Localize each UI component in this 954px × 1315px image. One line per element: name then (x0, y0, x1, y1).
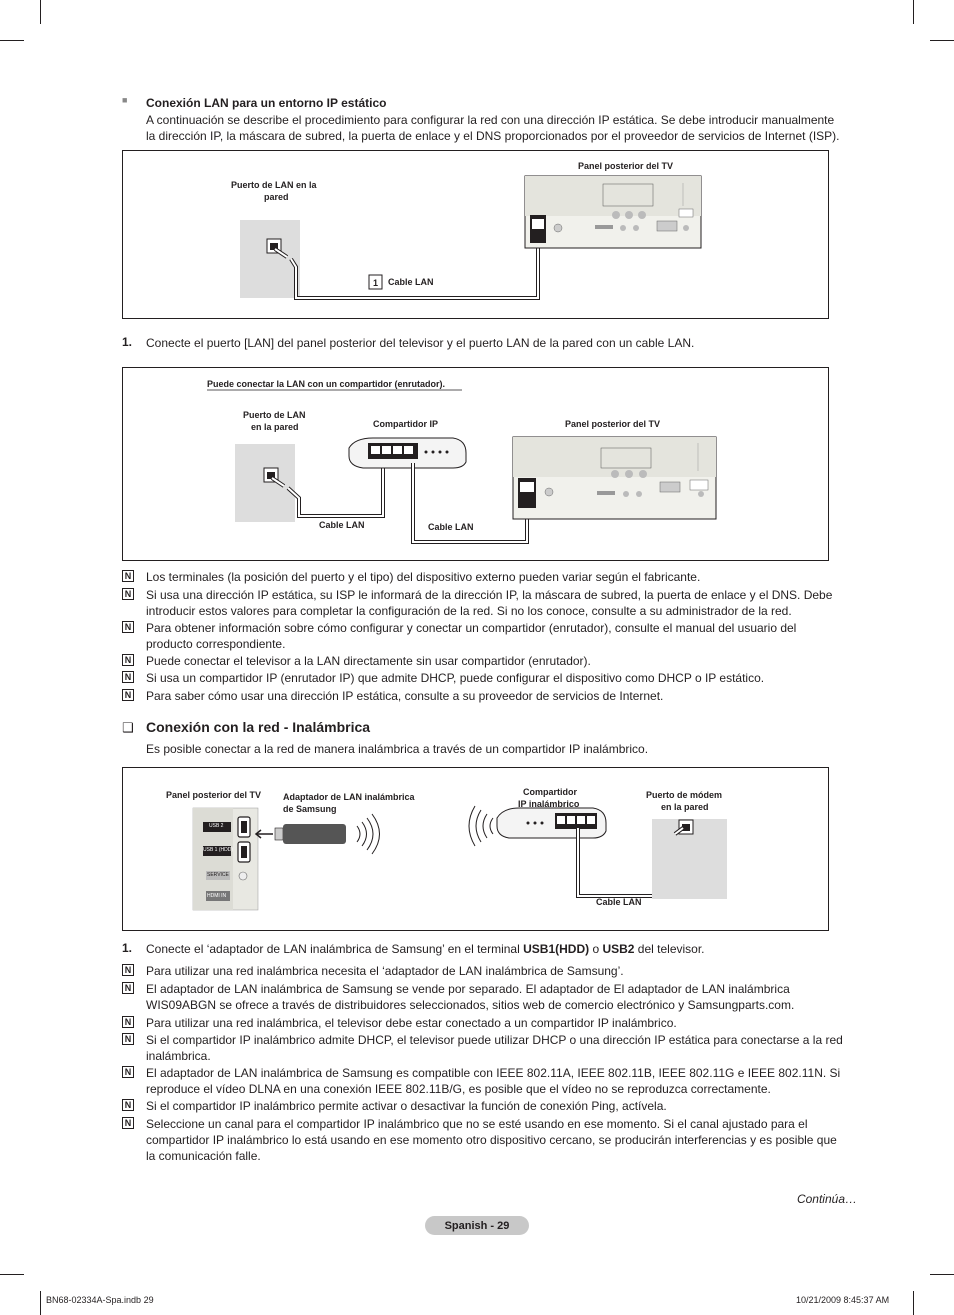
router-label-line2: IP inalámbrico (518, 799, 580, 809)
diagram-lan-direct-graphic (123, 151, 828, 318)
crop-mark (913, 0, 914, 24)
note-icon: N (122, 588, 134, 600)
note-line: compartidor IP inalámbrico lo está usando en ese momento otro dispositivo cercano, se producirán interferencias y es posible que (146, 1133, 837, 1147)
port-usb1: USB 1 (HDD) (203, 847, 234, 853)
note-icon: N (122, 982, 134, 994)
router-label: Compartidor IP (373, 419, 439, 429)
footer-timestamp: 10/21/2009 8:45:37 AM (796, 1295, 890, 1305)
note (122, 1015, 862, 1031)
note-line: inalámbrica. (146, 1049, 211, 1063)
cable-label-left: Cable LAN (319, 520, 365, 530)
note (122, 1098, 862, 1114)
note (122, 653, 862, 669)
adapter-label-line1: Adaptador de LAN inalámbrica (283, 792, 415, 802)
note (122, 688, 862, 704)
note-icon: N (122, 1016, 134, 1028)
wall-port-label-line2: en la pared (251, 422, 299, 432)
wall-port-label-line1: Puerto de LAN en la (231, 180, 317, 190)
crop-mark (0, 40, 24, 41)
port-usb2: USB 2 (209, 823, 224, 829)
page-number: Spanish - 29 (444, 1220, 510, 1232)
note-line: introducir estos valores para completar la configuración de la red. Si no los conoce, consulte a su administrador de la red. (146, 604, 792, 618)
note-icon: N (122, 671, 134, 683)
step1-text-post: del televisor. (634, 942, 705, 956)
wall-port-label-line1: Puerto de LAN (243, 410, 306, 420)
step1-usb2: USB2 (602, 942, 635, 956)
note-line: producto correspondiente. (146, 637, 286, 651)
diagram-wireless (122, 767, 829, 931)
note-icon: N (122, 1066, 134, 1078)
note (122, 963, 862, 979)
crop-mark (0, 1274, 24, 1275)
step1-text-pre: Conecte el ‘adaptador de LAN inalámbrica de Samsung’ en el terminal (146, 942, 524, 956)
crop-mark (930, 1274, 954, 1275)
diagram-lan-router-graphic (123, 368, 828, 560)
port-hdmi: HDMI IN (207, 893, 227, 899)
tv-panel-label: Panel posterior del TV (565, 419, 661, 429)
note (122, 587, 862, 619)
crop-mark (40, 1291, 41, 1315)
continues-label: Continúa… (796, 1192, 857, 1206)
section2-heading: Conexión con la red - Inalámbrica (146, 719, 371, 735)
note (122, 620, 862, 652)
step1-usb1: USB1(HDD) (523, 942, 590, 956)
note-icon: N (122, 1099, 134, 1111)
note-line: la comunicación falle. (146, 1149, 261, 1163)
note (122, 569, 862, 585)
note-line: Para utilizar una red inalámbrica necesita el ‘adaptador de LAN inalámbrica de Samsung’. (146, 964, 624, 978)
crop-mark (40, 0, 41, 24)
step1-number: 1. (122, 335, 133, 349)
note-line: Si el compartidor IP inalámbrico admite DHCP, el televisor puede utilizar DHCP o una dirección IP estática para conectarse a la red (146, 1033, 843, 1047)
note (122, 670, 862, 686)
note-icon: N (122, 570, 134, 582)
step1-number: 1. (122, 941, 133, 955)
crop-mark (930, 40, 954, 41)
section1-heading: Conexión LAN para un entorno IP estático (146, 96, 387, 110)
note-icon: N (122, 654, 134, 666)
note (122, 1032, 862, 1064)
note-line: Si usa una dirección IP estática, su ISP le informará de la dirección IP, la máscara de subred, la puerta de enlace y el DNS. Debe (146, 588, 833, 602)
note-line: Para obtener información sobre cómo configurar y conectar un compartidor (enrutador), consulte el manual del usuario del (146, 621, 797, 635)
note-line: Puede conectar el televisor a la LAN directamente sin usar compartidor (enrutador). (146, 654, 591, 668)
port-service: SERVICE (207, 872, 229, 878)
note-icon: N (122, 689, 134, 701)
note-icon: N (122, 964, 134, 976)
note-line: Seleccione un canal para el compartidor IP inalámbrico que no se esté usando en ese momento. Si el canal ajustado para el (146, 1117, 808, 1131)
note-line: Para utilizar una red inalámbrica, el televisor debe estar conectado a un compartidor IP inalámbrico. (146, 1016, 677, 1030)
modem-label-line1: Puerto de módem (646, 790, 723, 800)
note-icon: N (122, 621, 134, 633)
note-icon: N (122, 1117, 134, 1129)
router-label-line1: Compartidor (523, 787, 577, 797)
adapter-label-line2: de Samsung (283, 804, 337, 814)
step1-text: Conecte el puerto [LAN] del panel posterior del televisor y el puerto LAN de la pared con un cable LAN. (146, 336, 695, 350)
modem-label-line2: en la pared (661, 802, 709, 812)
section1-intro-line2: la dirección IP, la máscara de subred, la puerta de enlace y el DNS proporcionados por el proveedor de servicios de Internet (ISP). (146, 129, 840, 143)
cable-number: 1 (373, 278, 379, 288)
cable-label: Cable LAN (596, 897, 642, 907)
section1-intro-line1: A continuación se describe el procedimiento para configurar la red con una dirección IP estática. Se debe introducir manualmente (146, 113, 835, 127)
note-line: reproduce el vídeo DLNA en una conexión IEEE 802.11B/G, es posible que el vídeo no se reproduzca correctamente. (146, 1082, 771, 1096)
tv-panel-label: Panel posterior del TV (166, 790, 262, 800)
diagram-lan-direct (122, 150, 829, 319)
crop-mark (913, 1291, 914, 1315)
note (122, 1065, 862, 1097)
note-line: El adaptador de LAN inalámbrica de Samsung se vende por separado. El adaptador de El adaptador de LAN inalámbrica (146, 982, 790, 996)
footer-file: BN68-02334A-Spa.indb 29 (46, 1295, 154, 1305)
tv-panel-label: Panel posterior del TV (578, 161, 674, 171)
step1-text (146, 941, 705, 957)
wall-port-label-line2: pared (264, 192, 289, 202)
section-square-bullet: ❑ (122, 720, 134, 735)
step1-text-mid: o (589, 942, 603, 956)
small-square-bullet: ■ (122, 95, 128, 105)
note-line: Los terminales (la posición del puerto y el tipo) del dispositivo externo pueden variar según el fabricante. (146, 570, 701, 584)
note-line: Si el compartidor IP inalámbrico permite activar o desactivar la función de conexión Ping, actívela. (146, 1099, 667, 1113)
cable-label-right: Cable LAN (428, 522, 474, 532)
note-line: Para saber cómo usar una dirección IP estática, consulte a su proveedor de servicios de Internet. (146, 689, 664, 703)
router-caption: Puede conectar la LAN con un compartidor (enrutador). (207, 379, 446, 389)
note (122, 1116, 862, 1164)
note-line: Si usa un compartidor IP (enrutador IP) que admite DHCP, puede configurar el dispositivo como DHCP o IP estático. (146, 671, 765, 685)
section2-intro: Es posible conectar a la red de manera inalámbrica a través de un compartidor IP inalámbrico. (146, 742, 649, 756)
page-number-badge (425, 1216, 529, 1235)
note-icon: N (122, 1033, 134, 1045)
diagram-lan-router (122, 367, 829, 561)
note-line: El adaptador de LAN inalámbrica de Samsung es compatible con IEEE 802.11A, IEEE 802.11B, IEEE 802.11G e IEEE 802.11N. Si (146, 1066, 841, 1080)
cable-label: Cable LAN (388, 277, 434, 287)
note (122, 981, 862, 1013)
note-line: WIS09ABGN se ofrece a través de distribuidores seleccionados, sitios web de comercio electrónico y Samsungparts.com. (146, 998, 795, 1012)
